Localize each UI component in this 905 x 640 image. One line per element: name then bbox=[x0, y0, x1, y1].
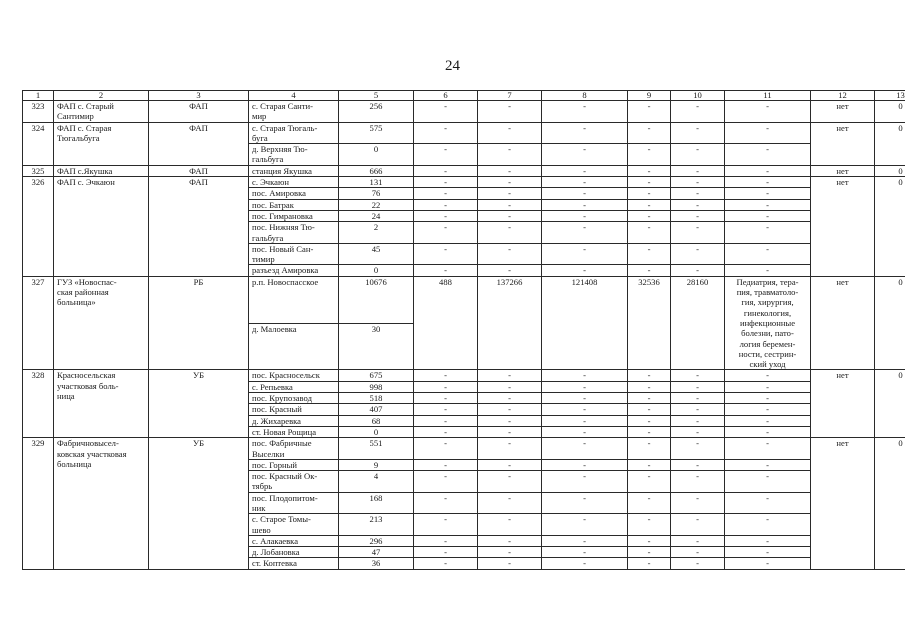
col7-value: - bbox=[478, 370, 542, 381]
settlement-name: с. Эчкаюн bbox=[249, 177, 339, 188]
facility-name: Красносельская участковая боль- ница bbox=[54, 370, 149, 438]
col7-value: - bbox=[478, 514, 542, 536]
col9-value: - bbox=[628, 381, 671, 392]
settlement-name: д. Жихаревка bbox=[249, 415, 339, 426]
col6-value: - bbox=[414, 122, 478, 144]
column-number-6: 6 bbox=[414, 91, 478, 101]
facility-name: Фабричновысел- ковская участковая больница bbox=[54, 438, 149, 570]
population-value: 2 bbox=[339, 222, 414, 244]
col6-value: - bbox=[414, 459, 478, 470]
col9-value: - bbox=[628, 188, 671, 199]
settlement-name: ст. Коптевка bbox=[249, 558, 339, 569]
col11-value: - bbox=[725, 370, 811, 381]
facility-name: ФАП с. Старый Сантимир bbox=[54, 101, 149, 123]
table-row bbox=[23, 177, 905, 188]
population-value: 47 bbox=[339, 547, 414, 558]
col9-value: - bbox=[628, 547, 671, 558]
col9-value: - bbox=[628, 514, 671, 536]
col10-value: - bbox=[671, 222, 725, 244]
population-value: 518 bbox=[339, 393, 414, 404]
col9-value: - bbox=[628, 426, 671, 437]
col7-value: - bbox=[478, 393, 542, 404]
settlement-name: пос. Красносельск bbox=[249, 370, 339, 381]
col6-value: - bbox=[414, 415, 478, 426]
col10-value: - bbox=[671, 535, 725, 546]
col11-value: - bbox=[725, 438, 811, 460]
col6-value: - bbox=[414, 471, 478, 493]
col11-value: - bbox=[725, 265, 811, 276]
settlement-name: с. Старая Санти- мир bbox=[249, 101, 339, 123]
col10-value: - bbox=[671, 122, 725, 144]
col9-value: - bbox=[628, 415, 671, 426]
col11-value: Педиатрия, тера- пия, травматоло- гия, хирургия, гинекология, инфекционные болезни, пато- логия беремен- ности, сестрин- ский уход bbox=[725, 276, 811, 370]
col8-value: - bbox=[542, 381, 628, 392]
settlement-name: пос. Новый Сан- тимир bbox=[249, 243, 339, 265]
settlement-name: пос. Нижняя Тю- гальбуга bbox=[249, 222, 339, 244]
facility-number: 325 bbox=[23, 165, 54, 176]
col6-value: - bbox=[414, 265, 478, 276]
col9-value: - bbox=[628, 492, 671, 514]
population-value: 131 bbox=[339, 177, 414, 188]
col10-value: - bbox=[671, 471, 725, 493]
col8-value: - bbox=[542, 426, 628, 437]
col8-value: - bbox=[542, 415, 628, 426]
settlement-name: пос. Крупозавод bbox=[249, 393, 339, 404]
settlement-name: д. Лобановка bbox=[249, 547, 339, 558]
col9-value: - bbox=[628, 459, 671, 470]
col11-value: - bbox=[725, 514, 811, 536]
col7-value: - bbox=[478, 415, 542, 426]
col6-value: - bbox=[414, 144, 478, 166]
col8-value: - bbox=[542, 122, 628, 144]
facility-type: ФАП bbox=[149, 122, 249, 165]
population-value: 407 bbox=[339, 404, 414, 415]
table-row bbox=[23, 101, 905, 123]
col10-value: 28160 bbox=[671, 276, 725, 370]
col10-value: - bbox=[671, 514, 725, 536]
col10-value: - bbox=[671, 265, 725, 276]
col9-value: 32536 bbox=[628, 276, 671, 370]
col6-value: - bbox=[414, 514, 478, 536]
settlement-name: д. Малоевка bbox=[249, 323, 339, 370]
col11-value: - bbox=[725, 188, 811, 199]
facility-name: ФАП с.Якушка bbox=[54, 165, 149, 176]
facility-name: ФАП с. Старая Тюгальбуга bbox=[54, 122, 149, 165]
population-value: 45 bbox=[339, 243, 414, 265]
col7-value: - bbox=[478, 558, 542, 569]
col6-value: - bbox=[414, 535, 478, 546]
col11-value: - bbox=[725, 492, 811, 514]
col6-value: - bbox=[414, 188, 478, 199]
col11-value: - bbox=[725, 381, 811, 392]
col6-value: - bbox=[414, 165, 478, 176]
col11-value: - bbox=[725, 222, 811, 244]
col7-value: - bbox=[478, 459, 542, 470]
col11-value: - bbox=[725, 404, 811, 415]
col7-value: - bbox=[478, 243, 542, 265]
settlement-name: пос. Батрак bbox=[249, 199, 339, 210]
col9-value: - bbox=[628, 438, 671, 460]
col6-value: - bbox=[414, 210, 478, 221]
col10-value: - bbox=[671, 492, 725, 514]
col11-value: - bbox=[725, 393, 811, 404]
population-value: 168 bbox=[339, 492, 414, 514]
col8-value: - bbox=[542, 101, 628, 123]
col7-value: - bbox=[478, 101, 542, 123]
col8-value: - bbox=[542, 471, 628, 493]
col10-value: - bbox=[671, 101, 725, 123]
facility-name: ГУЗ «Новоспас- ская районная больница» bbox=[54, 276, 149, 370]
col6-value: - bbox=[414, 558, 478, 569]
col7-value: - bbox=[478, 144, 542, 166]
population-value: 256 bbox=[339, 101, 414, 123]
population-value: 10676 bbox=[339, 276, 414, 323]
table-row bbox=[23, 165, 905, 176]
col6-value: - bbox=[414, 426, 478, 437]
facility-type: ФАП bbox=[149, 177, 249, 277]
facility-number: 326 bbox=[23, 177, 54, 277]
col6-value: - bbox=[414, 177, 478, 188]
facilities-table bbox=[22, 90, 905, 570]
settlement-name: пос. Гимрановка bbox=[249, 210, 339, 221]
facility-number: 327 bbox=[23, 276, 54, 370]
population-value: 22 bbox=[339, 199, 414, 210]
col10-value: - bbox=[671, 199, 725, 210]
population-value: 24 bbox=[339, 210, 414, 221]
col7-value: - bbox=[478, 404, 542, 415]
column-number-row bbox=[23, 91, 905, 101]
col7-value: - bbox=[478, 188, 542, 199]
col9-value: - bbox=[628, 210, 671, 221]
population-value: 68 bbox=[339, 415, 414, 426]
col10-value: - bbox=[671, 438, 725, 460]
col7-value: - bbox=[478, 210, 542, 221]
col10-value: - bbox=[671, 243, 725, 265]
population-value: 0 bbox=[339, 144, 414, 166]
col9-value: - bbox=[628, 177, 671, 188]
col6-value: - bbox=[414, 101, 478, 123]
col6-value: 488 bbox=[414, 276, 478, 370]
facility-number: 329 bbox=[23, 438, 54, 570]
col9-value: - bbox=[628, 393, 671, 404]
col11-value: - bbox=[725, 558, 811, 569]
col7-value: - bbox=[478, 222, 542, 244]
col12-value: нет bbox=[811, 276, 875, 370]
settlement-name: р.п. Новоспасское bbox=[249, 276, 339, 323]
col9-value: - bbox=[628, 265, 671, 276]
column-number-2: 2 bbox=[54, 91, 149, 101]
col7-value: - bbox=[478, 165, 542, 176]
col10-value: - bbox=[671, 404, 725, 415]
col8-value: - bbox=[542, 514, 628, 536]
facility-number: 323 bbox=[23, 101, 54, 123]
column-number-3: 3 bbox=[149, 91, 249, 101]
col11-value: - bbox=[725, 459, 811, 470]
col13-value: 0 bbox=[875, 177, 905, 277]
col10-value: - bbox=[671, 210, 725, 221]
col8-value: - bbox=[542, 547, 628, 558]
col13-value: 0 bbox=[875, 370, 905, 438]
col11-value: - bbox=[725, 165, 811, 176]
col8-value: - bbox=[542, 535, 628, 546]
population-value: 30 bbox=[339, 323, 414, 370]
col9-value: - bbox=[628, 370, 671, 381]
col10-value: - bbox=[671, 177, 725, 188]
population-value: 76 bbox=[339, 188, 414, 199]
col7-value: - bbox=[478, 122, 542, 144]
settlement-name: разъезд Амировка bbox=[249, 265, 339, 276]
col8-value: - bbox=[542, 144, 628, 166]
facility-number: 324 bbox=[23, 122, 54, 165]
settlement-name: с. Старая Тюгаль- буга bbox=[249, 122, 339, 144]
col6-value: - bbox=[414, 492, 478, 514]
col9-value: - bbox=[628, 144, 671, 166]
settlement-name: пос. Плодопитом- ник bbox=[249, 492, 339, 514]
table-row bbox=[23, 122, 905, 144]
column-number-11: 11 bbox=[725, 91, 811, 101]
settlement-name: пос. Красный Ок- тябрь bbox=[249, 471, 339, 493]
settlement-name: пос. Красный bbox=[249, 404, 339, 415]
col6-value: - bbox=[414, 370, 478, 381]
table-row bbox=[23, 276, 905, 323]
col6-value: - bbox=[414, 381, 478, 392]
table-row bbox=[23, 370, 905, 381]
col7-value: - bbox=[478, 265, 542, 276]
col10-value: - bbox=[671, 426, 725, 437]
col9-value: - bbox=[628, 471, 671, 493]
settlement-name: ст. Новая Рощица bbox=[249, 426, 339, 437]
col6-value: - bbox=[414, 393, 478, 404]
col8-value: - bbox=[542, 188, 628, 199]
col13-value: 0 bbox=[875, 122, 905, 165]
population-value: 0 bbox=[339, 426, 414, 437]
col8-value: - bbox=[542, 459, 628, 470]
col8-value: - bbox=[542, 558, 628, 569]
col9-value: - bbox=[628, 404, 671, 415]
population-value: 4 bbox=[339, 471, 414, 493]
col12-value: нет bbox=[811, 438, 875, 570]
col11-value: - bbox=[725, 210, 811, 221]
settlement-name: пос. Фабричные Выселки bbox=[249, 438, 339, 460]
col12-value: нет bbox=[811, 177, 875, 277]
col8-value: - bbox=[542, 243, 628, 265]
col10-value: - bbox=[671, 415, 725, 426]
col13-value: 0 bbox=[875, 276, 905, 370]
facility-type: УБ bbox=[149, 438, 249, 570]
col9-value: - bbox=[628, 243, 671, 265]
population-value: 551 bbox=[339, 438, 414, 460]
col9-value: - bbox=[628, 222, 671, 244]
column-number-12: 12 bbox=[811, 91, 875, 101]
column-number-8: 8 bbox=[542, 91, 628, 101]
col9-value: - bbox=[628, 535, 671, 546]
settlement-name: станция Якушка bbox=[249, 165, 339, 176]
col9-value: - bbox=[628, 558, 671, 569]
col11-value: - bbox=[725, 144, 811, 166]
col10-value: - bbox=[671, 381, 725, 392]
col11-value: - bbox=[725, 243, 811, 265]
facility-type: ФАП bbox=[149, 101, 249, 123]
col10-value: - bbox=[671, 370, 725, 381]
col8-value: - bbox=[542, 492, 628, 514]
col8-value: - bbox=[542, 177, 628, 188]
col7-value: - bbox=[478, 492, 542, 514]
col6-value: - bbox=[414, 243, 478, 265]
facility-type: ФАП bbox=[149, 165, 249, 176]
settlement-name: с. Алакаевка bbox=[249, 535, 339, 546]
column-number-9: 9 bbox=[628, 91, 671, 101]
col11-value: - bbox=[725, 199, 811, 210]
col10-value: - bbox=[671, 393, 725, 404]
col8-value: - bbox=[542, 165, 628, 176]
population-value: 296 bbox=[339, 535, 414, 546]
col6-value: - bbox=[414, 199, 478, 210]
settlement-name: с. Репьевка bbox=[249, 381, 339, 392]
col12-value: нет bbox=[811, 122, 875, 165]
population-value: 9 bbox=[339, 459, 414, 470]
col12-value: нет bbox=[811, 165, 875, 176]
col11-value: - bbox=[725, 415, 811, 426]
col7-value: - bbox=[478, 199, 542, 210]
col8-value: 121408 bbox=[542, 276, 628, 370]
population-value: 998 bbox=[339, 381, 414, 392]
col11-value: - bbox=[725, 535, 811, 546]
col10-value: - bbox=[671, 144, 725, 166]
col9-value: - bbox=[628, 165, 671, 176]
col6-value: - bbox=[414, 222, 478, 244]
col8-value: - bbox=[542, 404, 628, 415]
column-number-7: 7 bbox=[478, 91, 542, 101]
col11-value: - bbox=[725, 426, 811, 437]
col8-value: - bbox=[542, 210, 628, 221]
facility-type: РБ bbox=[149, 276, 249, 370]
col7-value: 137266 bbox=[478, 276, 542, 370]
col8-value: - bbox=[542, 370, 628, 381]
col10-value: - bbox=[671, 165, 725, 176]
settlement-name: пос. Горный bbox=[249, 459, 339, 470]
col12-value: нет bbox=[811, 370, 875, 438]
col8-value: - bbox=[542, 438, 628, 460]
col13-value: 0 bbox=[875, 438, 905, 570]
col11-value: - bbox=[725, 177, 811, 188]
population-value: 675 bbox=[339, 370, 414, 381]
col13-value: 0 bbox=[875, 165, 905, 176]
col6-value: - bbox=[414, 547, 478, 558]
col10-value: - bbox=[671, 547, 725, 558]
col7-value: - bbox=[478, 426, 542, 437]
settlement-name: с. Старое Томы- шево bbox=[249, 514, 339, 536]
col10-value: - bbox=[671, 558, 725, 569]
col8-value: - bbox=[542, 393, 628, 404]
table-row bbox=[23, 438, 905, 460]
col11-value: - bbox=[725, 122, 811, 144]
col9-value: - bbox=[628, 199, 671, 210]
col11-value: - bbox=[725, 101, 811, 123]
column-number-5: 5 bbox=[339, 91, 414, 101]
settlement-name: пос. Амировка bbox=[249, 188, 339, 199]
col9-value: - bbox=[628, 122, 671, 144]
col7-value: - bbox=[478, 177, 542, 188]
facility-name: ФАП с. Эчкаюн bbox=[54, 177, 149, 277]
col11-value: - bbox=[725, 547, 811, 558]
population-value: 213 bbox=[339, 514, 414, 536]
population-value: 575 bbox=[339, 122, 414, 144]
col12-value: нет bbox=[811, 101, 875, 123]
col7-value: - bbox=[478, 471, 542, 493]
col6-value: - bbox=[414, 404, 478, 415]
population-value: 36 bbox=[339, 558, 414, 569]
col7-value: - bbox=[478, 438, 542, 460]
column-number-10: 10 bbox=[671, 91, 725, 101]
col11-value: - bbox=[725, 471, 811, 493]
col8-value: - bbox=[542, 265, 628, 276]
settlement-name: д. Верхняя Тю- гальбуга bbox=[249, 144, 339, 166]
col6-value: - bbox=[414, 438, 478, 460]
page-number: 24 bbox=[445, 58, 460, 74]
col10-value: - bbox=[671, 459, 725, 470]
col7-value: - bbox=[478, 547, 542, 558]
col7-value: - bbox=[478, 381, 542, 392]
col13-value: 0 bbox=[875, 101, 905, 123]
col7-value: - bbox=[478, 535, 542, 546]
col9-value: - bbox=[628, 101, 671, 123]
col10-value: - bbox=[671, 188, 725, 199]
col8-value: - bbox=[542, 199, 628, 210]
col8-value: - bbox=[542, 222, 628, 244]
population-value: 666 bbox=[339, 165, 414, 176]
facility-number: 328 bbox=[23, 370, 54, 438]
column-number-1: 1 bbox=[23, 91, 54, 101]
population-value: 0 bbox=[339, 265, 414, 276]
column-number-4: 4 bbox=[249, 91, 339, 101]
column-number-13: 13 bbox=[875, 91, 905, 101]
facility-type: УБ bbox=[149, 370, 249, 438]
